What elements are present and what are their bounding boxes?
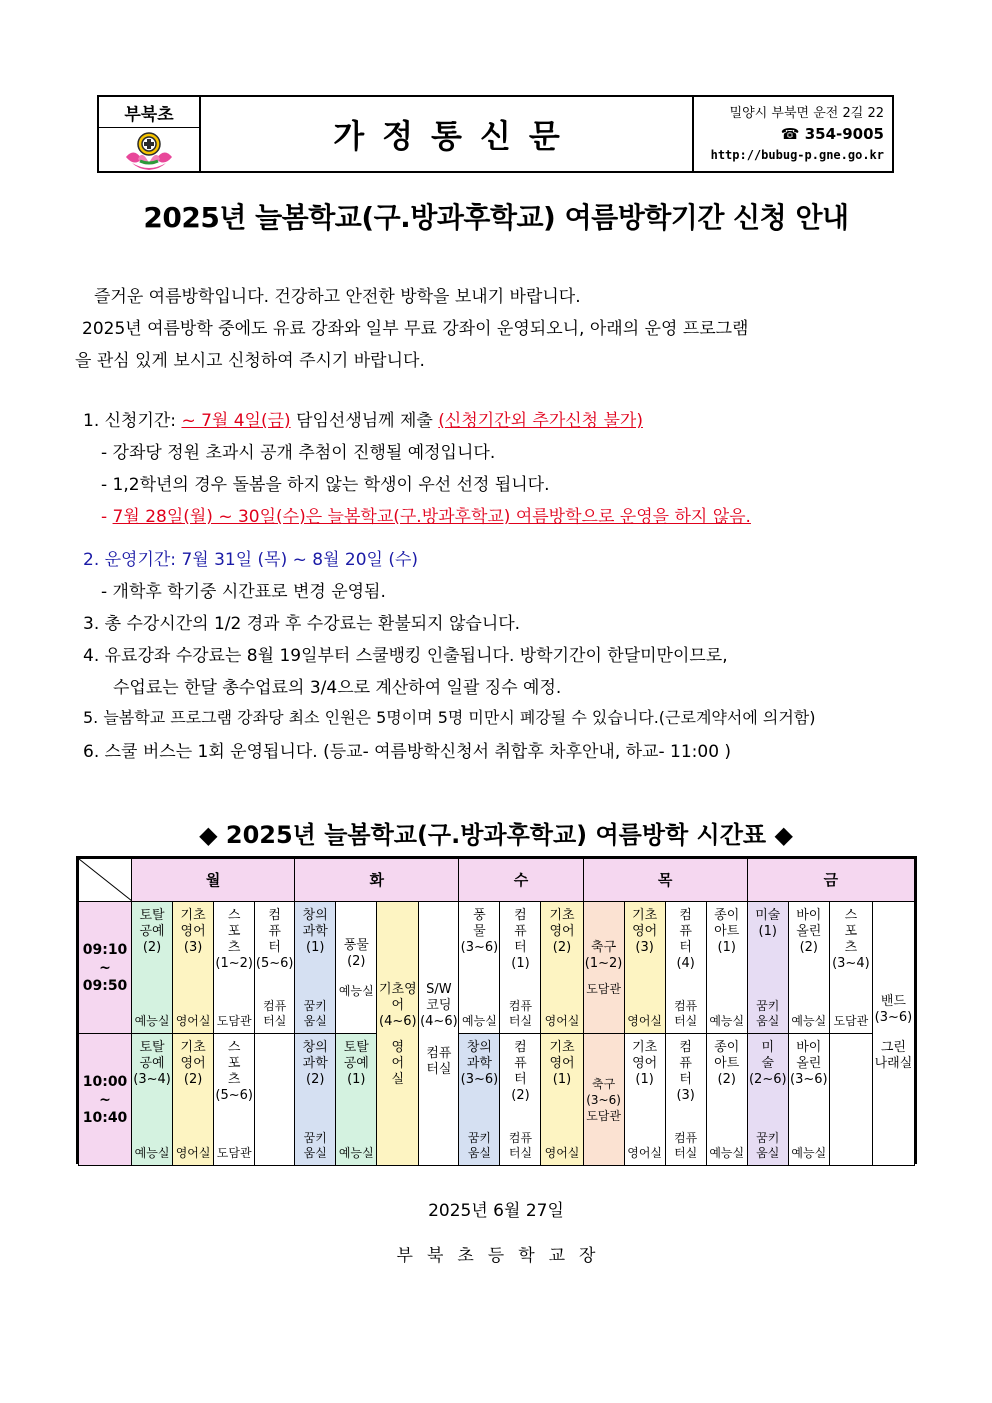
class-cell-sw-span: S/W 코딩 (4~6) [419,902,459,1034]
item-6: 6. 스쿨 버스는 1회 운영됩니다. (등교- 여름방학신청서 취합후 차후안내, 하교- 11:00 ) [83,742,732,762]
class-cell: 미술 (1) 꿈키 움실 [747,902,788,1034]
item-3: 3. 총 수강시간의 1/2 경과 후 수강료는 환불되지 않습니다. [83,614,521,634]
class-cell: 컴 퓨 터 (1) 컴퓨 터실 [500,902,541,1034]
intro-line-1: 즐거운 여름방학입니다. 건강하고 안전한 방학을 보내기 바랍니다. [94,287,581,307]
class-cell: 스 포 츠 (3~4) 도담관 [829,902,872,1034]
item-2: 2. 운영기간: 7월 31일 (목) ~ 8월 20일 (수) [83,550,419,570]
item-1-mid: 담임선생님께 제출 [290,411,439,431]
item-4-line-1: 4. 유료강좌 수강료는 8월 19일부터 스쿨뱅킹 인출됩니다. 방학기간이 한달미만이므로, [83,646,728,666]
class-cell: 스 포 츠 (1~2) 도담관 [214,902,255,1034]
class-cell: 기초 영어 (2) 영어실 [541,902,583,1034]
school-logo-icon [99,128,199,171]
item-1 [83,406,643,431]
class-cell: 컴 퓨 터 (4) 컴퓨 터실 [665,902,706,1034]
newsletter-title: 가정통신문 [333,117,578,155]
class-cell: 풍물 (2) 예능실 [336,902,377,1034]
class-cell: 바이 올린 (3~6) 예능실 [788,1034,829,1166]
intro-line-2: 2025년 여름방학 중에도 유료 강좌와 일부 무료 강좌이 운영되오니, 아래의 운영 프로그램 [82,319,749,339]
class-cell: 기초 영어 (1) 영어실 [541,1034,583,1166]
school-url: http://bubug-p.gne.go.kr [710,147,884,162]
class-cell: 풍 물 (3~6) 예능실 [459,902,500,1034]
school-contact [692,97,892,171]
school-name: 부북초 [99,97,199,128]
class-cell: 토탈 공예 (1) 예능실 [336,1034,377,1166]
class-cell: 컴 퓨 터 (3) 컴퓨 터실 [665,1034,706,1166]
item-1-warning: (신청기간외 추가신청 불가) [438,411,643,431]
item-1-sub-3 [101,502,751,527]
class-cell: 기초 영어 (2) 영어실 [173,1034,214,1166]
class-cell: 토탈 공예 (2) 예능실 [132,902,173,1034]
school-phone: ☎ 354-9005 [780,124,884,143]
principal-signature: 부북초등학교장 [396,1246,610,1266]
item-1-label: 1. 신청기간: [83,411,182,431]
newsletter-header [97,95,894,173]
class-cell: 미 술 (2~6) 꿈키 움실 [747,1034,788,1166]
period-1-time: 09:10 ~ 09:50 [79,902,132,1034]
day-header-wed: 수 [459,859,583,902]
class-cell-empty [255,1034,295,1166]
item-1-sub-2: - 1,2학년의 경우 돌봄을 하지 않는 학생이 우선 선정 됩니다. [101,475,550,495]
school-badge [99,97,201,171]
class-cell: 종이 아트 (2) 예능실 [706,1034,747,1166]
class-cell: 컴 퓨 터 (5~6) 컴퓨 터실 [255,902,295,1034]
item-1-sub-1: - 강좌당 정원 초과시 공개 추첨이 진행될 예정입니다. [101,443,496,463]
class-cell: 창의 과학 (1) 꿈키 움실 [295,902,336,1034]
class-cell: 컴 퓨 터 (2) 컴퓨 터실 [500,1034,541,1166]
class-cell-sw-room: 컴퓨 터실 [419,1034,459,1166]
class-cell: 스 포 츠 (5~6) 도담관 [214,1034,255,1166]
main-title: 2025년 늘봄학교(구.방과후학교) 여름방학기간 신청 안내 [143,201,849,234]
class-cell: 창의 과학 (2) 꿈키 움실 [295,1034,336,1166]
issue-date: 2025년 6월 27일 [428,1201,564,1221]
timetable [76,856,917,1164]
class-cell-english-span: 기초영 어 (4~6) [377,902,419,1034]
class-cell: 기초 영어 (3) 영어실 [173,902,214,1034]
class-cell: 축구 (1~2) 도담관 [583,902,624,1034]
class-cell-band-span: 밴드 (3~6) [872,902,914,1034]
timetable-title: ◆ 2025년 늘봄학교(구.방과후학교) 여름방학 시간표 ◆ [199,821,793,849]
day-header-thu: 목 [583,859,747,902]
item-5: 5. 늘봄학교 프로그램 강좌당 최소 인원은 5명이며 5명 미만시 폐강될 수 있습니다.(근로계약서에 의거함) [83,708,816,727]
class-cell: 창의 과학 (3~6) 꿈키 움실 [459,1034,500,1166]
class-cell: 종이 아트 (1) 예능실 [706,902,747,1034]
class-cell: 기초 영어 (3) 영어실 [624,902,665,1034]
class-cell: 토탈 공예 (3~4) 예능실 [132,1034,173,1166]
day-header-mon: 월 [132,859,295,902]
day-header-tue: 화 [295,859,459,902]
period-2-time: 10:00 ~ 10:40 [79,1034,132,1166]
class-cell: 기초 영어 (1) 영어실 [624,1034,665,1166]
day-header-fri: 금 [747,859,914,902]
class-cell: 축구 (3~6) 도담관 [583,1034,624,1166]
item-4-line-2: 수업료는 한달 총수업료의 3/4으로 계산하여 일괄 징수 예정. [113,678,562,698]
item-1-sub-3-dash: - [101,507,113,527]
class-cell-band-room: 그린 나래실 [872,1034,914,1166]
item-1-sub-3-text: 7월 28일(월) ~ 30일(수)은 늘봄학교(구.방과후학교) 여름방학으로 운영을 하지 않음. [112,507,751,527]
school-address: 밀양시 부북면 운전 2길 22 [729,105,884,121]
class-cell: 바이 올린 (2) 예능실 [788,902,829,1034]
item-2-sub: - 개학후 학기중 시간표로 변경 운영됨. [101,582,386,602]
class-cell-empty [829,1034,872,1166]
intro-line-3: 을 관심 있게 보시고 신청하여 주시기 바랍니다. [75,351,425,371]
class-cell-english-room: 영 어 실 [377,1034,419,1166]
timetable-corner [79,859,132,902]
item-1-deadline: ~ 7월 4일(금) [181,411,291,431]
